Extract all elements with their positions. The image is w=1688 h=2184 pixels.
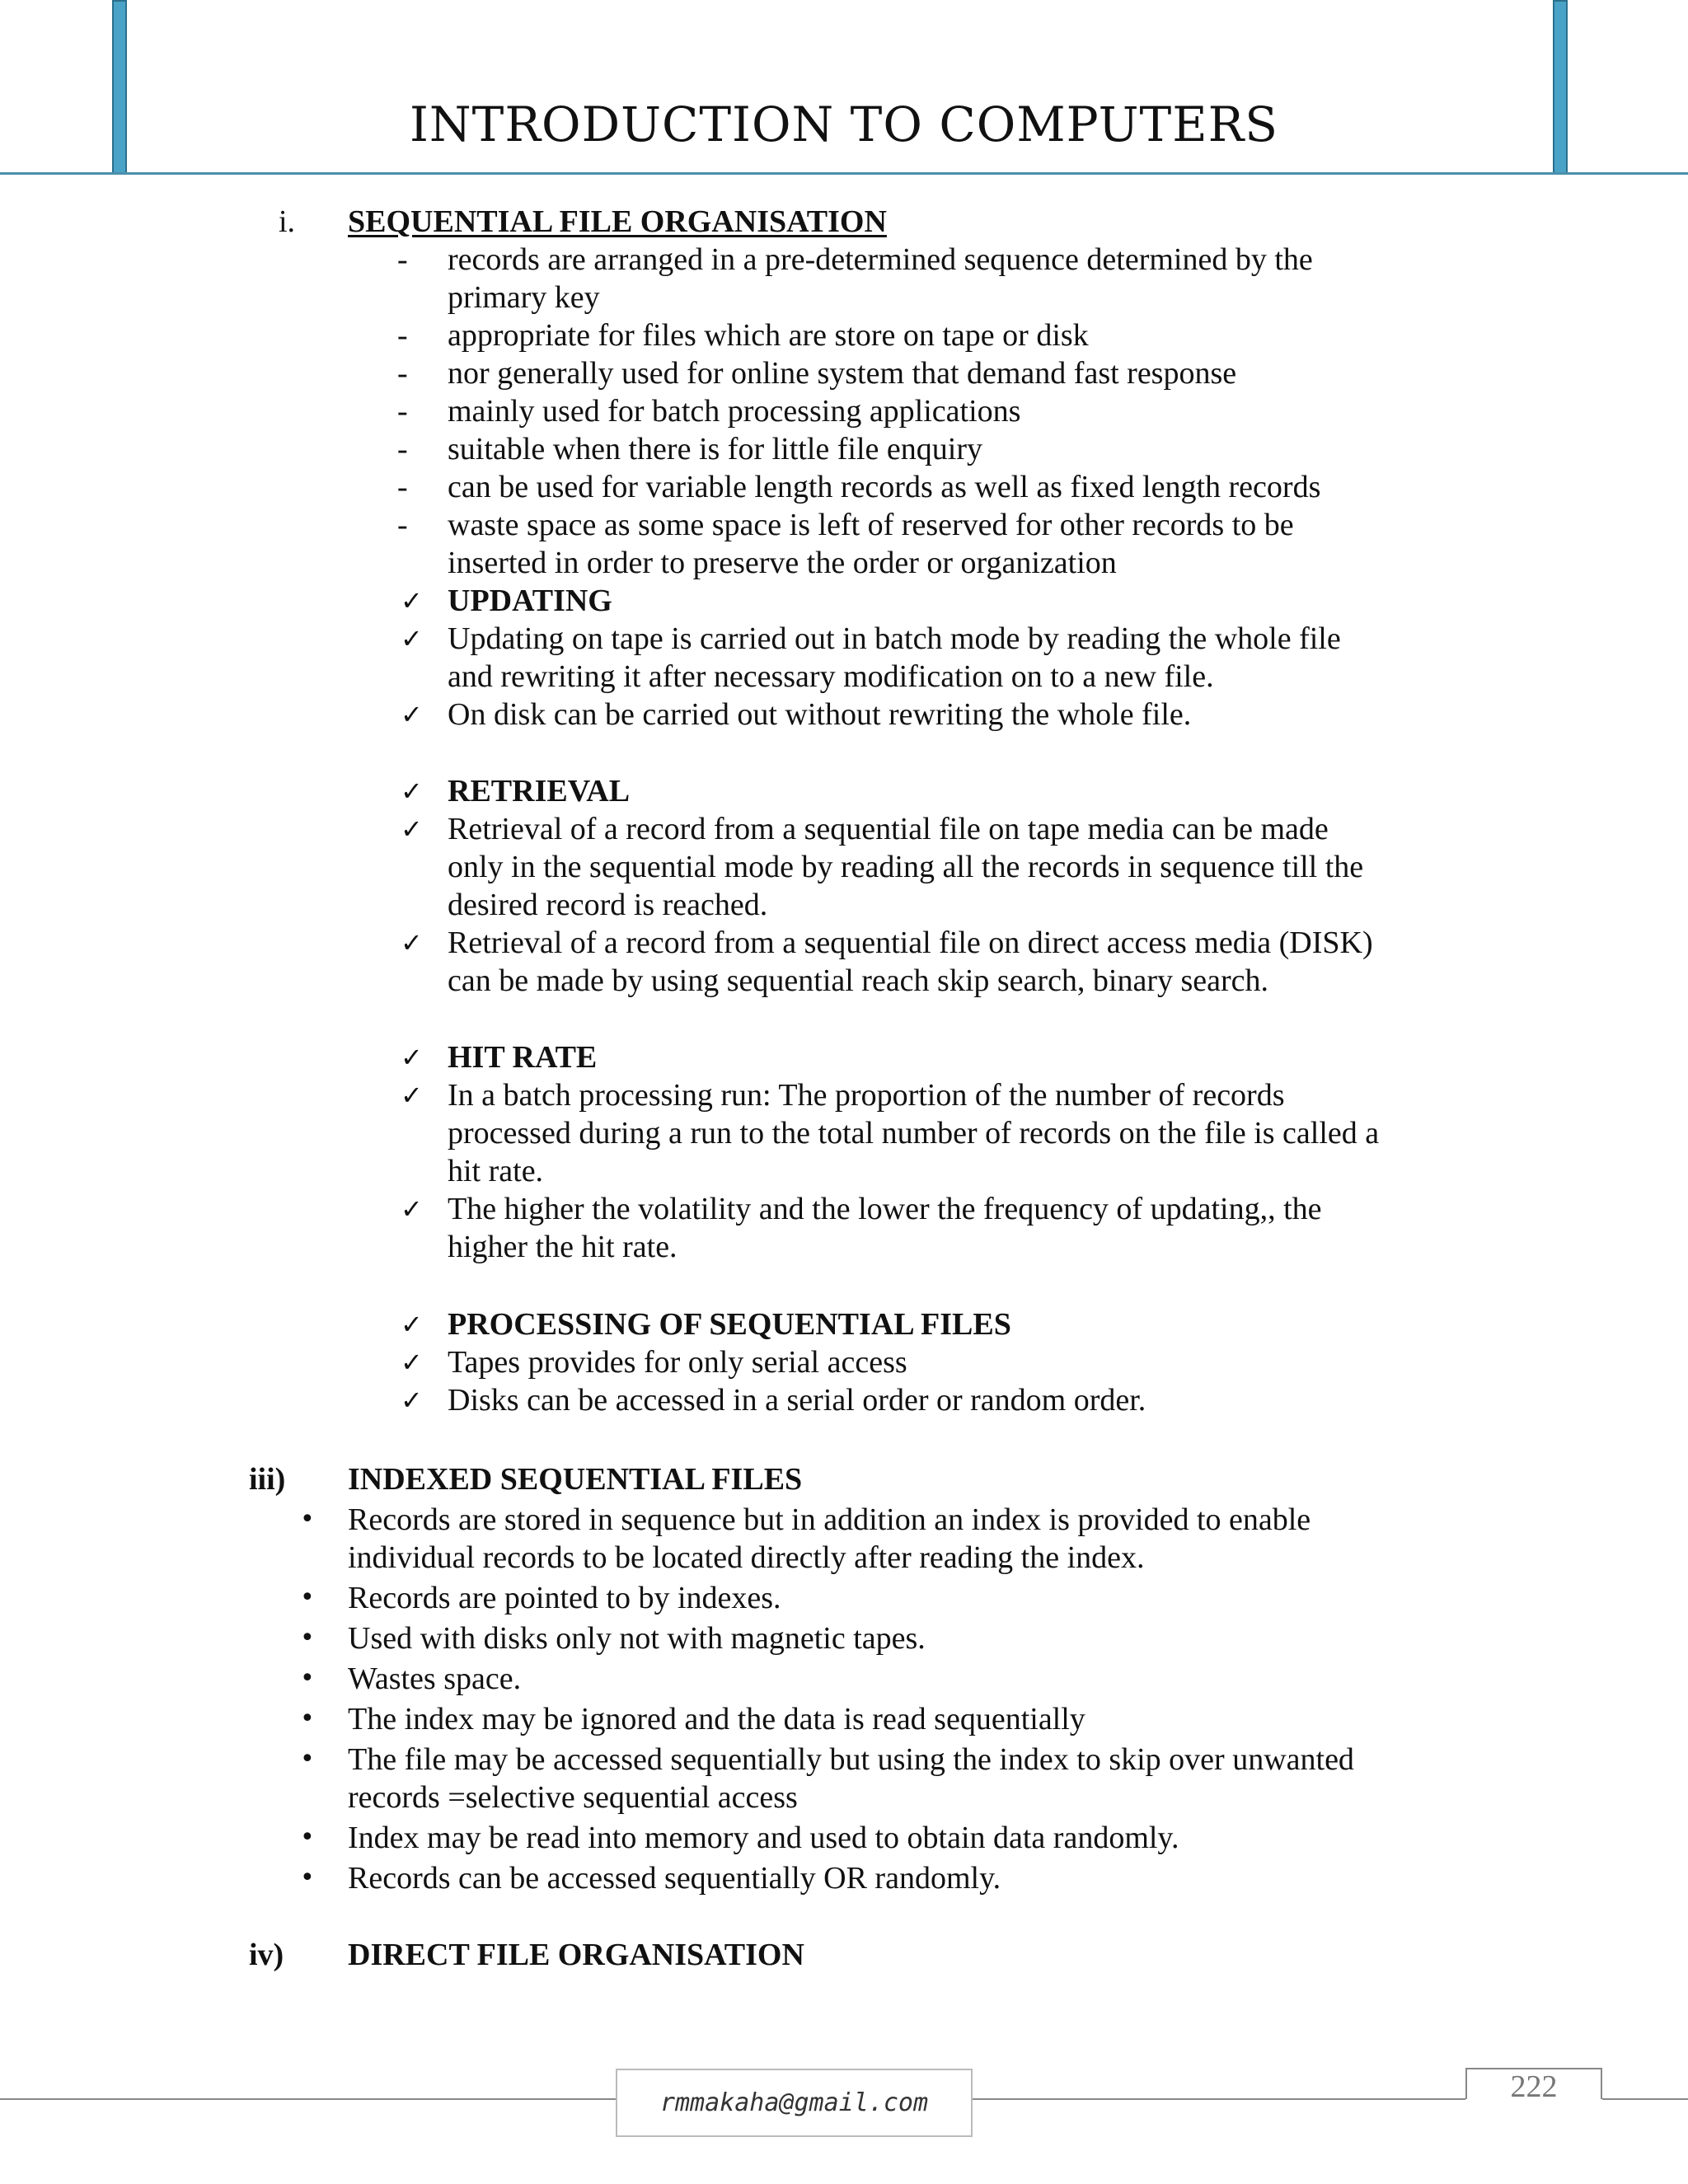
list-item-continuation: processed during a run to the total number of records on the file is called a bbox=[448, 1116, 1380, 1151]
footer-divider-middle bbox=[973, 2098, 1465, 2100]
page-number: 222 bbox=[1510, 2069, 1558, 2104]
checkmark-icon: ✓ bbox=[401, 776, 423, 807]
list-item: The index may be ignored and the data is read sequentially bbox=[348, 1702, 1085, 1736]
section-iv-heading: DIRECT FILE ORGANISATION bbox=[348, 1938, 804, 1972]
section-iii-heading: INDEXED SEQUENTIAL FILES bbox=[348, 1462, 803, 1497]
list-item: Index may be read into memory and used to obtain data randomly. bbox=[348, 1821, 1179, 1855]
list-item: nor generally used for online system that demand fast response bbox=[448, 356, 1237, 391]
checkmark-icon: ✓ bbox=[401, 1080, 423, 1111]
footer-divider-right bbox=[1602, 2098, 1688, 2100]
checkmark-icon: ✓ bbox=[401, 927, 423, 958]
checkmark-icon: ✓ bbox=[401, 585, 423, 616]
list-item: can be used for variable length records as well as fixed length records bbox=[448, 470, 1321, 504]
list-item-continuation: inserted in order to preserve the order or organization bbox=[448, 546, 1117, 580]
bullet-icon: • bbox=[300, 1704, 315, 1733]
list-item-continuation: and rewriting it after necessary modification on to a new file. bbox=[448, 659, 1214, 694]
subheading-updating: UPDATING bbox=[448, 583, 612, 618]
checkmark-icon: ✓ bbox=[401, 813, 423, 845]
bullet-icon: • bbox=[300, 1664, 315, 1693]
list-item: Disks can be accessed in a serial order or random order. bbox=[448, 1383, 1146, 1418]
section-i-marker: i. bbox=[279, 204, 296, 239]
dash-marker: - bbox=[397, 242, 408, 277]
list-item: suitable when there is for little file enquiry bbox=[448, 432, 982, 466]
list-item: The file may be accessed sequentially but using the index to skip over unwanted bbox=[348, 1742, 1354, 1777]
list-item: Retrieval of a record from a sequential file on tape media can be made bbox=[448, 812, 1329, 846]
dash-marker: - bbox=[397, 356, 408, 391]
list-item: Used with disks only not with magnetic tapes. bbox=[348, 1621, 926, 1656]
list-item-continuation: higher the hit rate. bbox=[448, 1230, 678, 1264]
dash-marker: - bbox=[397, 432, 408, 466]
list-item: Records can be accessed sequentially OR randomly. bbox=[348, 1861, 1001, 1896]
section-iii-marker: iii) bbox=[249, 1462, 286, 1497]
subheading-processing: PROCESSING OF SEQUENTIAL FILES bbox=[448, 1307, 1011, 1342]
list-item: Records are stored in sequence but in addition an index is provided to enable bbox=[348, 1502, 1311, 1537]
list-item: records are arranged in a pre-determined sequence determined by the bbox=[448, 242, 1313, 277]
subheading-hit-rate: HIT RATE bbox=[448, 1040, 598, 1075]
footer-divider-left bbox=[0, 2098, 616, 2100]
checkmark-icon: ✓ bbox=[401, 1042, 423, 1073]
list-item: waste space as some space is left of reserved for other records to be bbox=[448, 508, 1294, 542]
list-item-continuation: desired record is reached. bbox=[448, 888, 768, 922]
list-item: Retrieval of a record from a sequential file on direct access media (DISK) bbox=[448, 926, 1373, 960]
checkmark-icon: ✓ bbox=[401, 623, 423, 654]
list-item: appropriate for files which are store on tape or disk bbox=[448, 318, 1089, 353]
footer-email: rmmakaha@gmail.com bbox=[616, 2069, 973, 2137]
section-iv-marker: iv) bbox=[249, 1938, 284, 1972]
list-item: Tapes provides for only serial access bbox=[448, 1345, 907, 1380]
list-item: In a batch processing run: The proportion of the number of records bbox=[448, 1078, 1285, 1113]
section-i-heading: SEQUENTIAL FILE ORGANISATION bbox=[348, 204, 887, 239]
list-item: The higher the volatility and the lower the frequency of updating,, the bbox=[448, 1192, 1322, 1226]
bullet-icon: • bbox=[300, 1745, 315, 1774]
bullet-icon: • bbox=[300, 1583, 315, 1612]
subheading-retrieval: RETRIEVAL bbox=[448, 774, 631, 808]
page-header-title: INTRODUCTION TO COMPUTERS bbox=[410, 96, 1278, 152]
list-item: Records are pointed to by indexes. bbox=[348, 1581, 781, 1615]
list-item: On disk can be carried out without rewriting the whole file. bbox=[448, 697, 1192, 732]
dash-marker: - bbox=[397, 508, 408, 542]
bullet-icon: • bbox=[300, 1823, 315, 1852]
checkmark-icon: ✓ bbox=[401, 1193, 423, 1225]
list-item-continuation: primary key bbox=[448, 280, 600, 315]
bullet-icon: • bbox=[300, 1863, 315, 1892]
checkmark-icon: ✓ bbox=[401, 1385, 423, 1416]
checkmark-icon: ✓ bbox=[401, 1309, 423, 1340]
list-item: Wastes space. bbox=[348, 1661, 522, 1696]
list-item-continuation: hit rate. bbox=[448, 1154, 544, 1188]
dash-marker: - bbox=[397, 318, 408, 353]
list-item: mainly used for batch processing applications bbox=[448, 394, 1021, 429]
list-item-continuation: only in the sequential mode by reading all the records in sequence till the bbox=[448, 850, 1364, 884]
dash-marker: - bbox=[397, 394, 408, 429]
checkmark-icon: ✓ bbox=[401, 1347, 423, 1378]
bullet-icon: • bbox=[300, 1624, 315, 1652]
bullet-icon: • bbox=[300, 1505, 315, 1534]
dash-marker: - bbox=[397, 470, 408, 504]
list-item-continuation: records =selective sequential access bbox=[348, 1780, 798, 1815]
checkmark-icon: ✓ bbox=[401, 699, 423, 730]
list-item-continuation: can be made by using sequential reach skip search, binary search. bbox=[448, 963, 1269, 998]
list-item: Updating on tape is carried out in batch mode by reading the whole file bbox=[448, 621, 1341, 656]
list-item-continuation: individual records to be located directly after reading the index. bbox=[348, 1540, 1145, 1575]
